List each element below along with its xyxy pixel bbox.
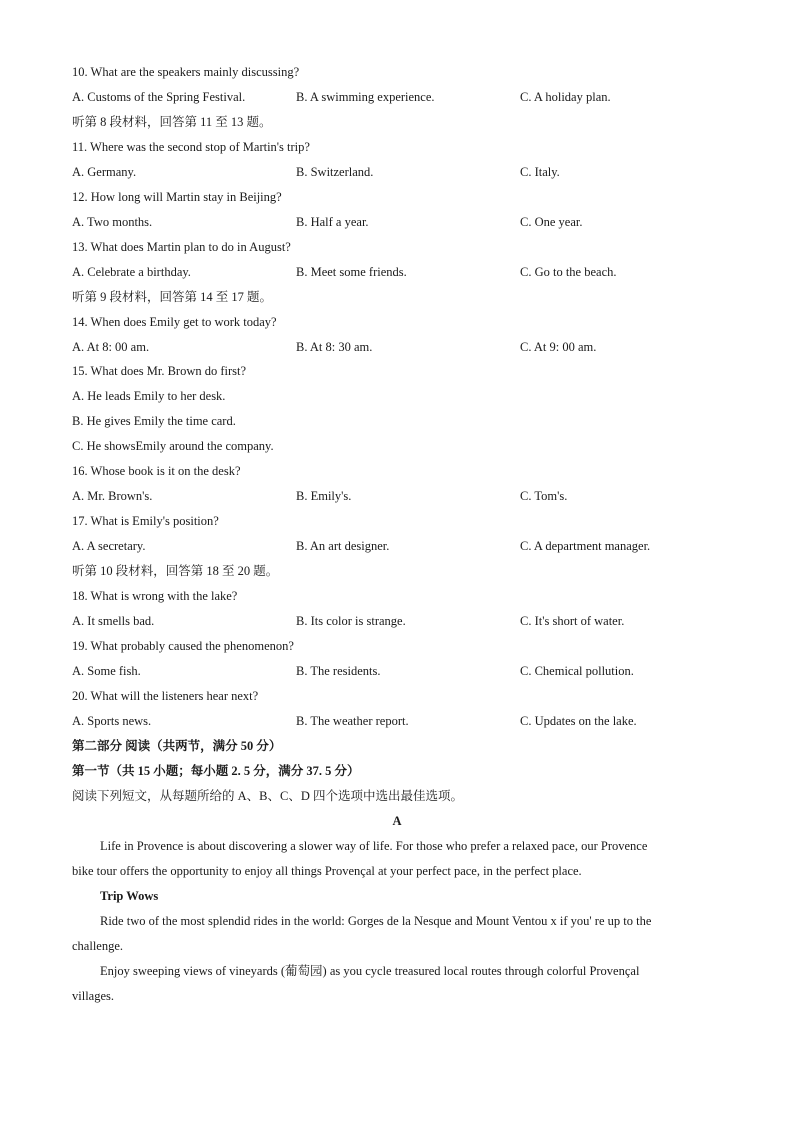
option-b: B. He gives Emily the time card. xyxy=(72,414,236,428)
paragraph-line: Ride two of the most splendid rides in the world: Gorges de la Nesque and Mount Ventou x if you' re up to the xyxy=(100,914,652,928)
option-b: B. The weather report. xyxy=(296,714,409,728)
options-row xyxy=(72,709,732,734)
option-a: A. At 8: 00 am. xyxy=(72,340,150,354)
option-b: B. An art designer. xyxy=(296,539,390,553)
option-c: C. At 9: 00 am. xyxy=(520,340,597,354)
option-c: C. It's short of water. xyxy=(520,614,625,628)
option-a: A. Sports news. xyxy=(72,714,152,728)
option-b: B. Meet some friends. xyxy=(296,265,407,279)
paragraph-line: challenge. xyxy=(72,939,124,953)
question-stem: 14. When does Emily get to work today? xyxy=(72,315,277,329)
option-a: A. A secretary. xyxy=(72,539,146,553)
option-c: C. Chemical pollution. xyxy=(520,664,634,678)
option-a: A. Mr. Brown's. xyxy=(72,489,153,503)
question-stem: 19. What probably caused the phenomenon? xyxy=(72,639,294,653)
option-a: A. Some fish. xyxy=(72,664,141,678)
option-b: B. Switzerland. xyxy=(296,165,374,179)
question-stem: 18. What is wrong with the lake? xyxy=(72,589,238,603)
options-row xyxy=(72,85,732,110)
passage-label: A xyxy=(392,814,402,828)
option-c: C. Go to the beach. xyxy=(520,265,617,279)
option-b: B. A swimming experience. xyxy=(296,90,435,104)
passage-heading: Trip Wows xyxy=(100,889,159,903)
section-title: 第一节（共 15 小题；每小题 2. 5 分，满分 37. 5 分） xyxy=(72,764,360,778)
part-title: 第二部分 阅读（共两节，满分 50 分） xyxy=(72,739,282,753)
section-instruction: 听第 8 段材料，回答第 11 至 13 题。 xyxy=(72,115,272,129)
options-row xyxy=(72,160,732,185)
options-row xyxy=(72,484,732,509)
question-stem: 15. What does Mr. Brown do first? xyxy=(72,364,247,378)
options-row xyxy=(72,260,732,285)
question-stem: 10. What are the speakers mainly discussing? xyxy=(72,65,300,79)
option-c: C. Italy. xyxy=(520,165,560,179)
option-a: A. Two months. xyxy=(72,215,153,229)
option-a: A. It smells bad. xyxy=(72,614,155,628)
option-c: C. Updates on the lake. xyxy=(520,714,637,728)
options-row xyxy=(72,534,732,559)
options-row xyxy=(72,609,732,634)
option-a: A. He leads Emily to her desk. xyxy=(72,389,226,403)
section-instruction: 听第 10 段材料，回答第 18 至 20 题。 xyxy=(72,564,279,578)
option-c: C. A department manager. xyxy=(520,539,651,553)
options-row xyxy=(72,335,732,360)
paragraph-line: bike tour offers the opportunity to enjoy all things Provençal at your perfect pace, in the perfect place. xyxy=(72,864,582,878)
option-a: A. Germany. xyxy=(72,165,137,179)
question-stem: 20. What will the listeners hear next? xyxy=(72,689,259,703)
question-stem: 17. What is Emily's position? xyxy=(72,514,219,528)
question-stem: 13. What does Martin plan to do in August? xyxy=(72,240,291,254)
options-row xyxy=(72,210,732,235)
paragraph-line: Enjoy sweeping views of vineyards (葡萄园) as you cycle treasured local routes through colorful Provençal xyxy=(100,964,640,978)
option-c: C. A holiday plan. xyxy=(520,90,611,104)
option-a: A. Celebrate a birthday. xyxy=(72,265,191,279)
question-stem: 16. Whose book is it on the desk? xyxy=(72,464,241,478)
option-c: C. He showsEmily around the company. xyxy=(72,439,274,453)
reading-instruction: 阅读下列短文，从每题所给的 A、B、C、D 四个选项中选出最佳选项。 xyxy=(72,789,463,803)
option-c: C. One year. xyxy=(520,215,583,229)
option-c: C. Tom's. xyxy=(520,489,568,503)
section-instruction: 听第 9 段材料，回答第 14 至 17 题。 xyxy=(72,290,273,304)
option-a: A. Customs of the Spring Festival. xyxy=(72,90,246,104)
question-stem: 12. How long will Martin stay in Beijing? xyxy=(72,190,282,204)
option-b: B. Half a year. xyxy=(296,215,369,229)
paragraph-line: Life in Provence is about discovering a slower way of life. For those who prefer a relaxed pace, our Provence xyxy=(100,839,648,853)
question-stem: 11. Where was the second stop of Martin's trip? xyxy=(72,140,310,154)
option-b: B. Its color is strange. xyxy=(296,614,406,628)
options-row xyxy=(72,659,732,684)
option-b: B. The residents. xyxy=(296,664,381,678)
paragraph-line: villages. xyxy=(72,989,115,1003)
option-b: B. Emily's. xyxy=(296,489,352,503)
option-b: B. At 8: 30 am. xyxy=(296,340,373,354)
